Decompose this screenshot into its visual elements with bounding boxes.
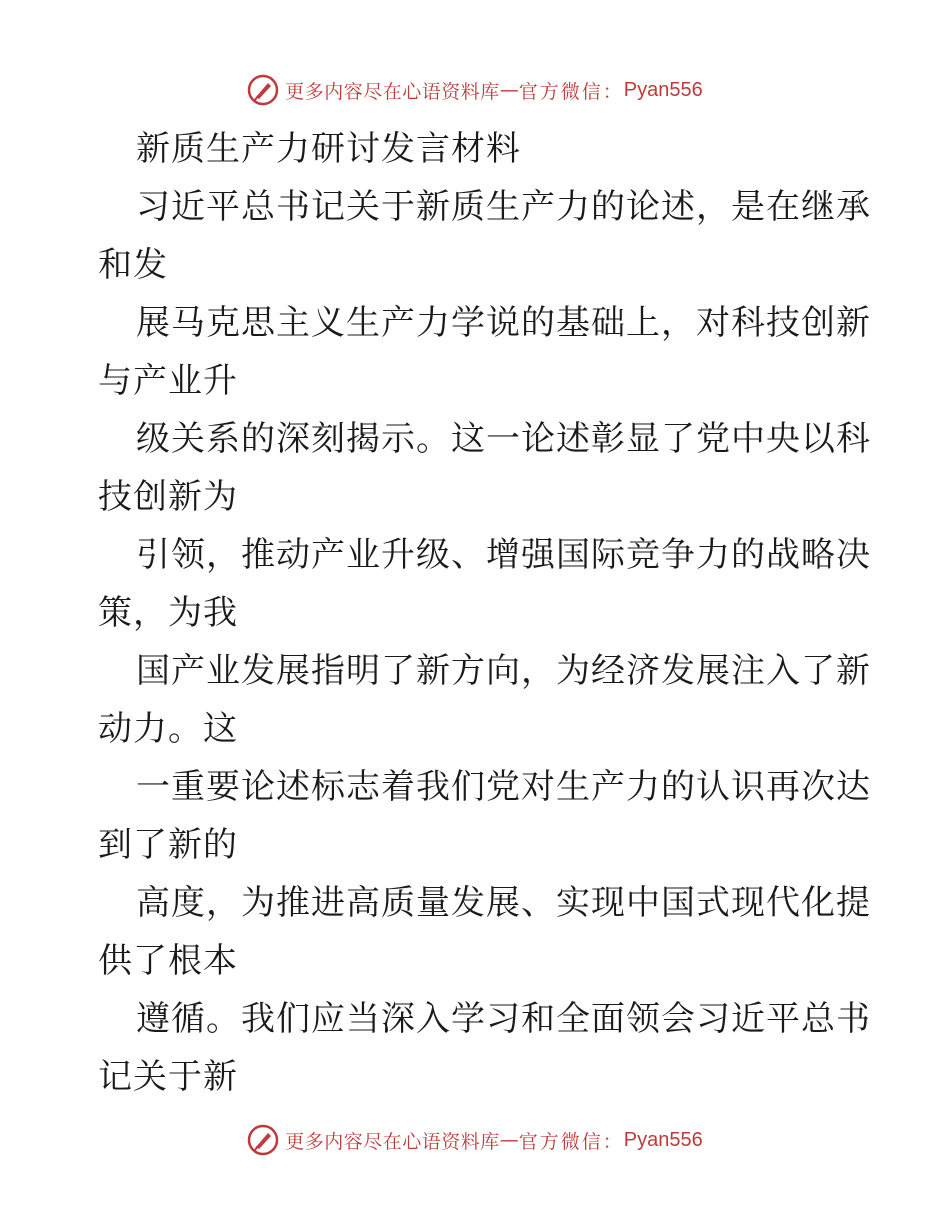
banner-wechat-id: Pyan556 — [623, 78, 703, 101]
footer-banner — [0, 1120, 950, 1160]
banner-title: 更多内容尽在心语资料库 — [285, 1130, 500, 1153]
paragraph-line: 习近平总书记关于新质生产力的论述，是在继承 — [136, 187, 871, 227]
document-title: 新质生产力研讨发言材料 — [136, 129, 521, 169]
quill-logo-icon — [247, 74, 279, 106]
paragraph-line: 与产业升 — [98, 361, 238, 401]
paragraph-line: 到了新的 — [98, 825, 238, 865]
paragraph-line: 记关于新 — [98, 1057, 238, 1097]
paragraph-line: 一重要论述标志着我们党对生产力的认识再次达 — [136, 767, 871, 807]
paragraph-line: 遵循。我们应当深入学习和全面领会习近平总书 — [136, 999, 871, 1039]
paragraph-line: 国产业发展指明了新方向，为经济发展注入了新 — [136, 651, 871, 691]
banner-wechat-id: Pyan556 — [623, 1128, 703, 1151]
paragraph-line: 和发 — [98, 245, 168, 285]
paragraph-line: 高度，为推进高质量发展、实现中国式现代化提 — [136, 883, 871, 923]
document-body — [98, 120, 871, 1106]
paragraph-line: 引领，推动产业升级、增强国际竞争力的战略决 — [136, 535, 871, 575]
paragraph-line: 展马克思主义生产力学说的基础上，对科技创新 — [136, 303, 871, 343]
paragraph-line: 供了根本 — [98, 941, 238, 981]
banner-wechat-label: 官方微信： — [518, 80, 624, 103]
paragraph-line: 级关系的深刻揭示。这一论述彰显了党中央以科 — [136, 419, 871, 459]
banner-wechat-label: 官方微信： — [518, 1130, 624, 1153]
paragraph-line: 策，为我 — [98, 593, 238, 633]
header-banner — [0, 70, 950, 110]
quill-logo-icon — [247, 1124, 279, 1156]
banner-dash: — — [499, 1129, 519, 1151]
paragraph-line: 技创新为 — [98, 477, 238, 517]
banner-title: 更多内容尽在心语资料库 — [285, 80, 500, 103]
paragraph-line: 动力。这 — [98, 709, 238, 749]
banner-dash: — — [499, 79, 519, 101]
